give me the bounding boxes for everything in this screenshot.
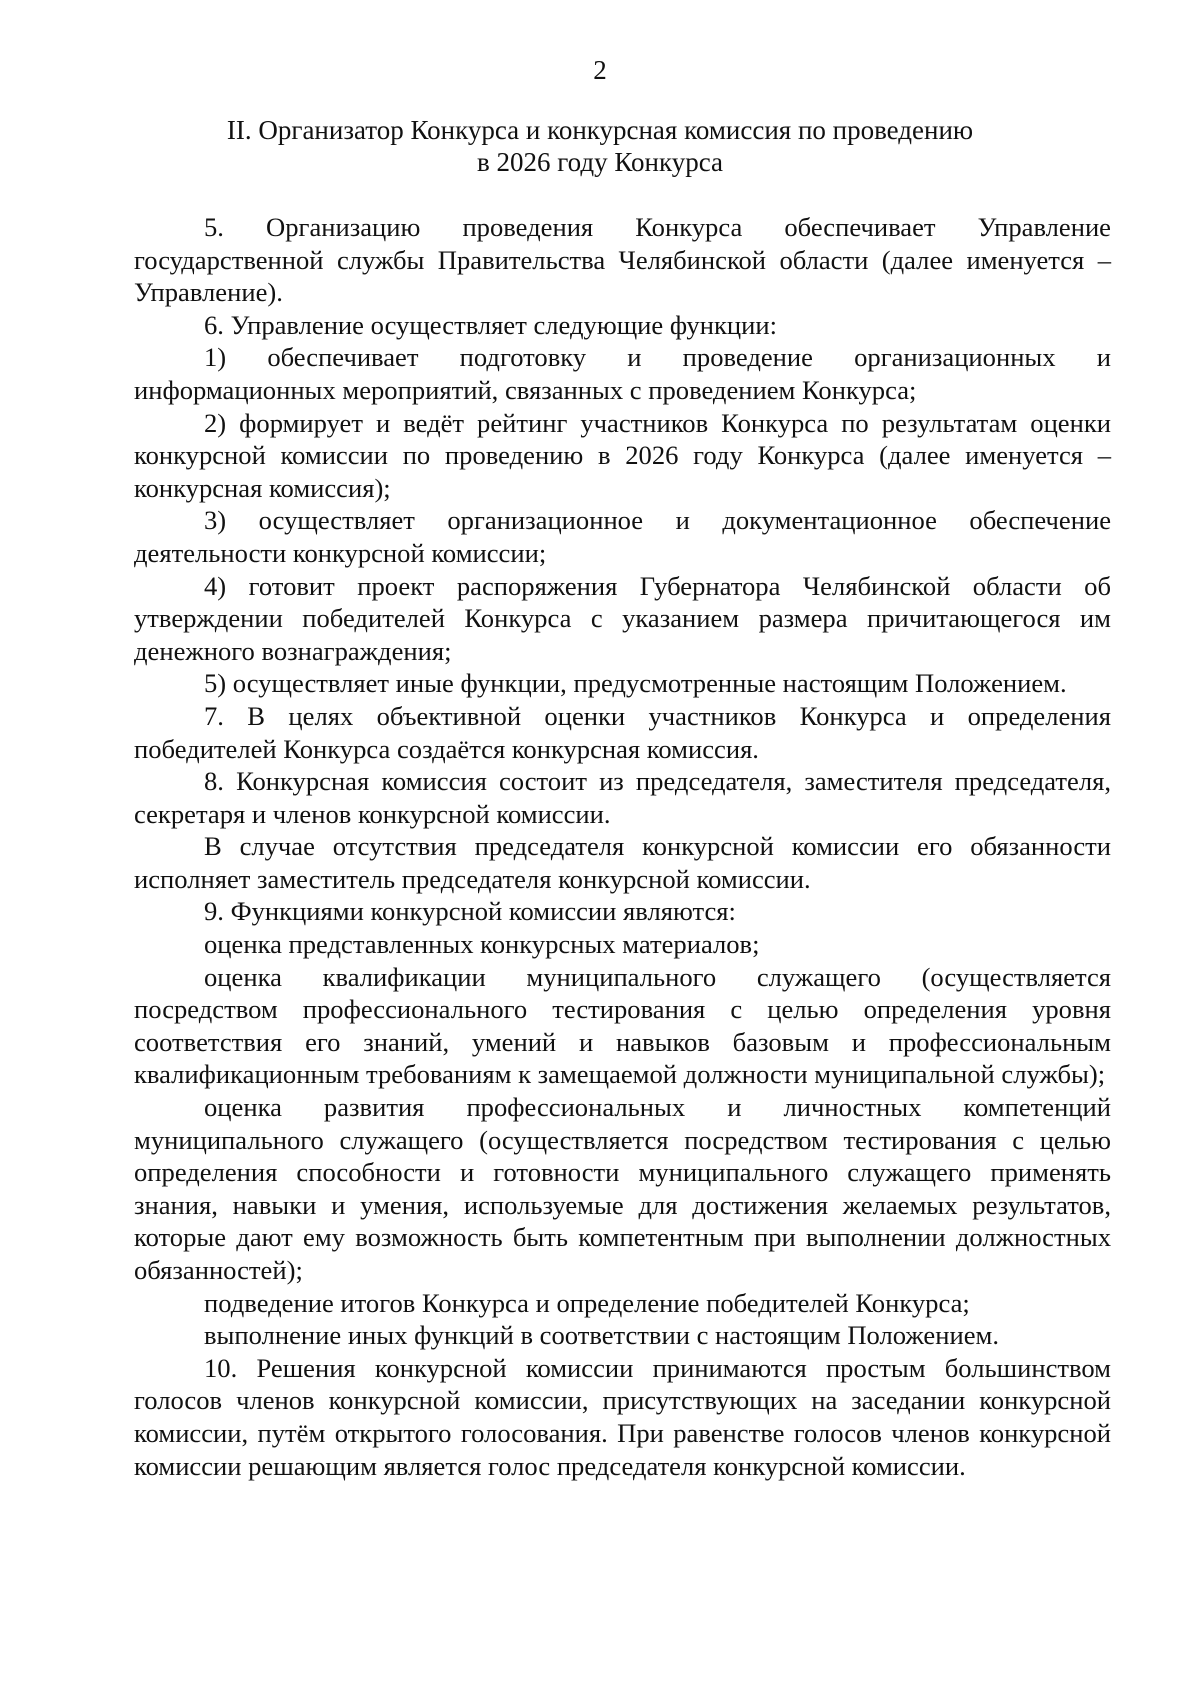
paragraph-9-function-5: выполнение иных функций в соответствии с настоящим Положением.	[204, 1320, 999, 1351]
paragraph-6-item-1: 1) обеспечивает подготовку и проведение организационных и информационных мероприятий, связанных с проведением Конкурса;	[134, 342, 1111, 405]
paragraph-9: 9. Функциями конкурсной комиссии являются:	[204, 896, 736, 927]
page-number: 2	[593, 55, 607, 85]
paragraph-10: 10. Решения конкурсной комиссии принимаются простым большинством голосов членов конкурсной комиссии, присутствующих на заседании конкурсной комиссии, путём открытого голосования. При равенстве голосов членов конкурсной комиссии решающим является голос председателя конкурсной комиссии.	[134, 1352, 1111, 1481]
section-heading	[180, 114, 1020, 178]
paragraph-8-continuation: В случае отсутствия председателя конкурсной комиссии его обязанности исполняет заместитель председателя конкурсной комиссии.	[134, 831, 1111, 894]
paragraph-9-function-1: оценка представленных конкурсных материалов;	[204, 929, 760, 960]
paragraph-5: 5. Организацию проведения Конкурса обеспечивает Управление государственной службы Правительства Челябинской области (далее именуется – Управление).	[134, 212, 1111, 308]
paragraph-6-item-5: 5) осуществляет иные функции, предусмотренные настоящим Положением.	[204, 668, 1067, 699]
paragraph-9-function-3: оценка развития профессиональных и личностных компетенций муниципального служащего (осуществляется посредством тестирования с целью определения способности и готовности муниципального служащего применять знания, навыки и умения, используемые для достижения желаемых результатов, которые дают ему возможность быть компетентным при выполнении должностных обязанностей);	[134, 1092, 1111, 1285]
paragraph-9-function-2: оценка квалификации муниципального служащего (осуществляется посредством профессионального тестирования с целью определения уровня соответствия его знаний, умений и навыков базовым и профессиональным квалификационным требованиям к замещаемой должности муниципальной службы);	[134, 961, 1111, 1090]
paragraph-9-function-4: подведение итогов Конкурса и определение победителей Конкурса;	[204, 1287, 970, 1318]
document-body	[134, 211, 1111, 1482]
section-heading-line-2: в 2026 году Конкурса	[476, 147, 723, 177]
paragraph-6-item-3: 3) осуществляет организационное и документационное обеспечение деятельности конкурсной комиссии;	[134, 505, 1111, 568]
paragraph-6-item-2: 2) формирует и ведёт рейтинг участников Конкурса по результатам оценки конкурсной комиссии по проведению в 2026 году Конкурса (далее именуется – конкурсная комиссия);	[134, 407, 1111, 503]
paragraph-7: 7. В целях объективной оценки участников Конкурса и определения победителей Конкурса создаётся конкурсная комиссия.	[134, 700, 1111, 764]
paragraph-6-item-4: 4) готовит проект распоряжения Губернатора Челябинской области об утверждении победителей Конкурса с указанием размера причитающегося им денежного вознаграждения;	[134, 570, 1111, 666]
paragraph-6: 6. Управление осуществляет следующие функции:	[204, 309, 777, 340]
paragraph-8: 8. Конкурсная комиссия состоит из председателя, заместителя председателя, секретаря и членов конкурсной комиссии.	[134, 766, 1111, 829]
section-heading-line-1: II. Организатор Конкурса и конкурсная комиссия по проведению	[226, 115, 974, 145]
